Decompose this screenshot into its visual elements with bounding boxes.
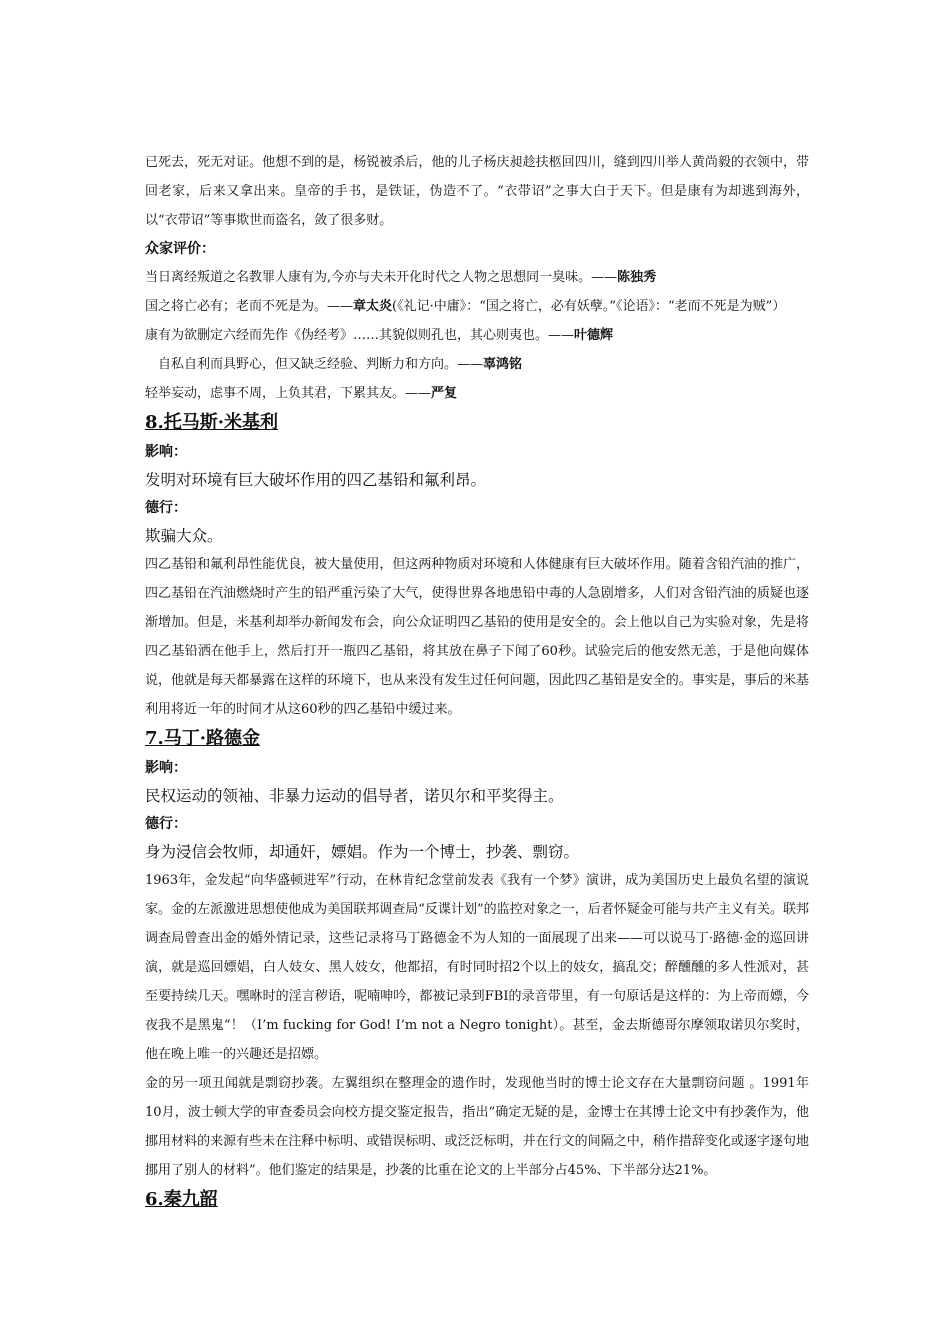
comment-yan-fu <box>145 379 809 408</box>
comment-gu-hongming <box>145 350 809 379</box>
comment-zhang-taiyan <box>145 292 809 321</box>
comment-text: 国之将亡必有；老而不死是为。—— <box>145 299 354 314</box>
comment-text: 当日离经叛道之名教罪人康有为,今亦与夫未开化时代之人物之思想同一臭味。—— <box>145 270 618 285</box>
paragraph-king-scandal: 1963年，金发起“向华盛顿进军”行动，在林肯纪念堂前发表《我有一个梦》演讲，成为美国历史上最负名望的演说家。金的左派激进思想使他成为美国联邦调查局“反谍计划”的监控对象之一，后者怀疑金可能与共产主义有关。联邦调查局曾查出金的婚外情记录，这些记录将马丁路德金不为人知的一面展现了出来——可以说马丁·路德·金的巡回讲演，就是巡回嫖娼，白人妓女、黑人妓女，他都招，有时同时招2个以上的妓女，搞乱交；醉醺醺的多人性派对，甚至要持续几天。嘿咻时的淫言秽语，呢喃呻吟，都被记录到FBI的录音带里，有一句原话是这样的：为上帝而嫖，今夜我不是黑鬼“！（I’m fucking for God! I’m not a Negro tonight）。甚至，金去斯德哥尔摩领取诺贝尔奖时，他在晚上唯一的兴趣还是招嫖。 <box>145 873 809 1062</box>
comment-author: 章太炎 <box>353 299 393 314</box>
paragraph-yidaizhao: 已死去，死无对证。他想不到的是，杨锐被杀后，他的儿子杨庆昶趁扶柩回四川，缝到四川举人黄尚毅的衣领中，带回老家，后来又拿出来。皇帝的手书，是铁证，伪造不了。“衣带诏”之事大白于天下。但是康有为却逃到海外，以“衣带诏”等事欺世而盗名，敛了很多财。 <box>145 155 809 228</box>
paragraph-midgley: 四乙基铅和氟利昂性能优良，被大量使用，但这两种物质对环境和人体健康有巨大破坏作用。随着含铅汽油的推广，四乙基铅在汽油燃烧时产生的铅严重污染了大气，使得世界各地患铅中毒的人急剧增多，人们对含铅汽油的质疑也逐渐增加。但是，米基利却举办新闻发布会，向公众证明四乙基铅的使用是安全的。会上他以自己为实验对象，先是将四乙基铅洒在他手上，然后打开一瓶四乙基铅，将其放在鼻子下闻了60秒。试验完后的他安然无恙，于是他向媒体说，他就是每天都暴露在这样的环境下，也从来没有发生过任何问题，因此四乙基铅是安全的。事实是，事后的米基利用将近一年的时间才从这60秒的四乙基铅中缓过来。 <box>145 557 809 717</box>
conduct-label: 德行： <box>145 500 187 516</box>
section-heading-king: 7.马丁·路德金 <box>145 728 261 749</box>
section-heading-qin-jiushao: 6.秦九韶 <box>145 1189 218 1210</box>
conduct-text: 身为浸信会牧师，却通奸，嫖娼。作为一个博士，抄袭、剽窃。 <box>145 843 580 861</box>
comment-chen-duxiu <box>145 263 809 292</box>
comment-ye-dehui <box>145 321 809 350</box>
section-heading-midgley: 8.托马斯·米基利 <box>145 412 279 433</box>
comments-label: 众家评价： <box>145 241 215 257</box>
influence-text: 发明对环境有巨大破坏作用的四乙基铅和氟利昂。 <box>145 471 487 489</box>
comment-author: 辜鸿铭 <box>483 357 523 372</box>
comment-author: 陈独秀 <box>617 270 657 285</box>
conduct-label: 德行： <box>145 816 187 832</box>
comment-text: 自私自利而具野心，但又缺乏经验、判断力和方向。—— <box>158 357 484 372</box>
conduct-text: 欺骗大众。 <box>145 527 223 545</box>
comment-text: 轻举妄动，虑事不周，上负其君，下累其友。—— <box>145 386 432 401</box>
comment-text: 康有为欲删定六经而先作《伪经考》……其貌似则孔也，其心则夷也。—— <box>145 328 575 343</box>
influence-text: 民权运动的领袖、非暴力运动的倡导者，诺贝尔和平奖得主。 <box>145 787 564 805</box>
influence-label: 影响： <box>145 444 187 460</box>
paragraph-king-plagiarism: 金的另一项丑闻就是剽窃抄袭。左翼组织在整理金的遗作时，发现他当时的博士论文存在大量剽窃问题 。1991年10月，波士顿大学的审查委员会向校方提交鉴定报告，指出“确定无疑的是，金博士在其博士论文中有抄袭作为，他挪用材料的来源有些未在注释中标明、或错误标明、或泛泛标明，并在行文的间隔之中，稍作措辞变化或逐字逐句地挪用了别人的材料”。他们鉴定的结果是，抄袭的比重在论文的上半部分占45%、下半部分达21%。 <box>145 1076 809 1178</box>
influence-label: 影响： <box>145 760 187 776</box>
comment-suffix: (《礼记·中庸》：“国之将亡，必有妖孽。”《论语》：“老而不死是为贼”） <box>392 299 786 314</box>
comment-author: 严复 <box>431 386 458 401</box>
document-content <box>145 148 809 1215</box>
comment-author: 叶德辉 <box>574 328 614 343</box>
